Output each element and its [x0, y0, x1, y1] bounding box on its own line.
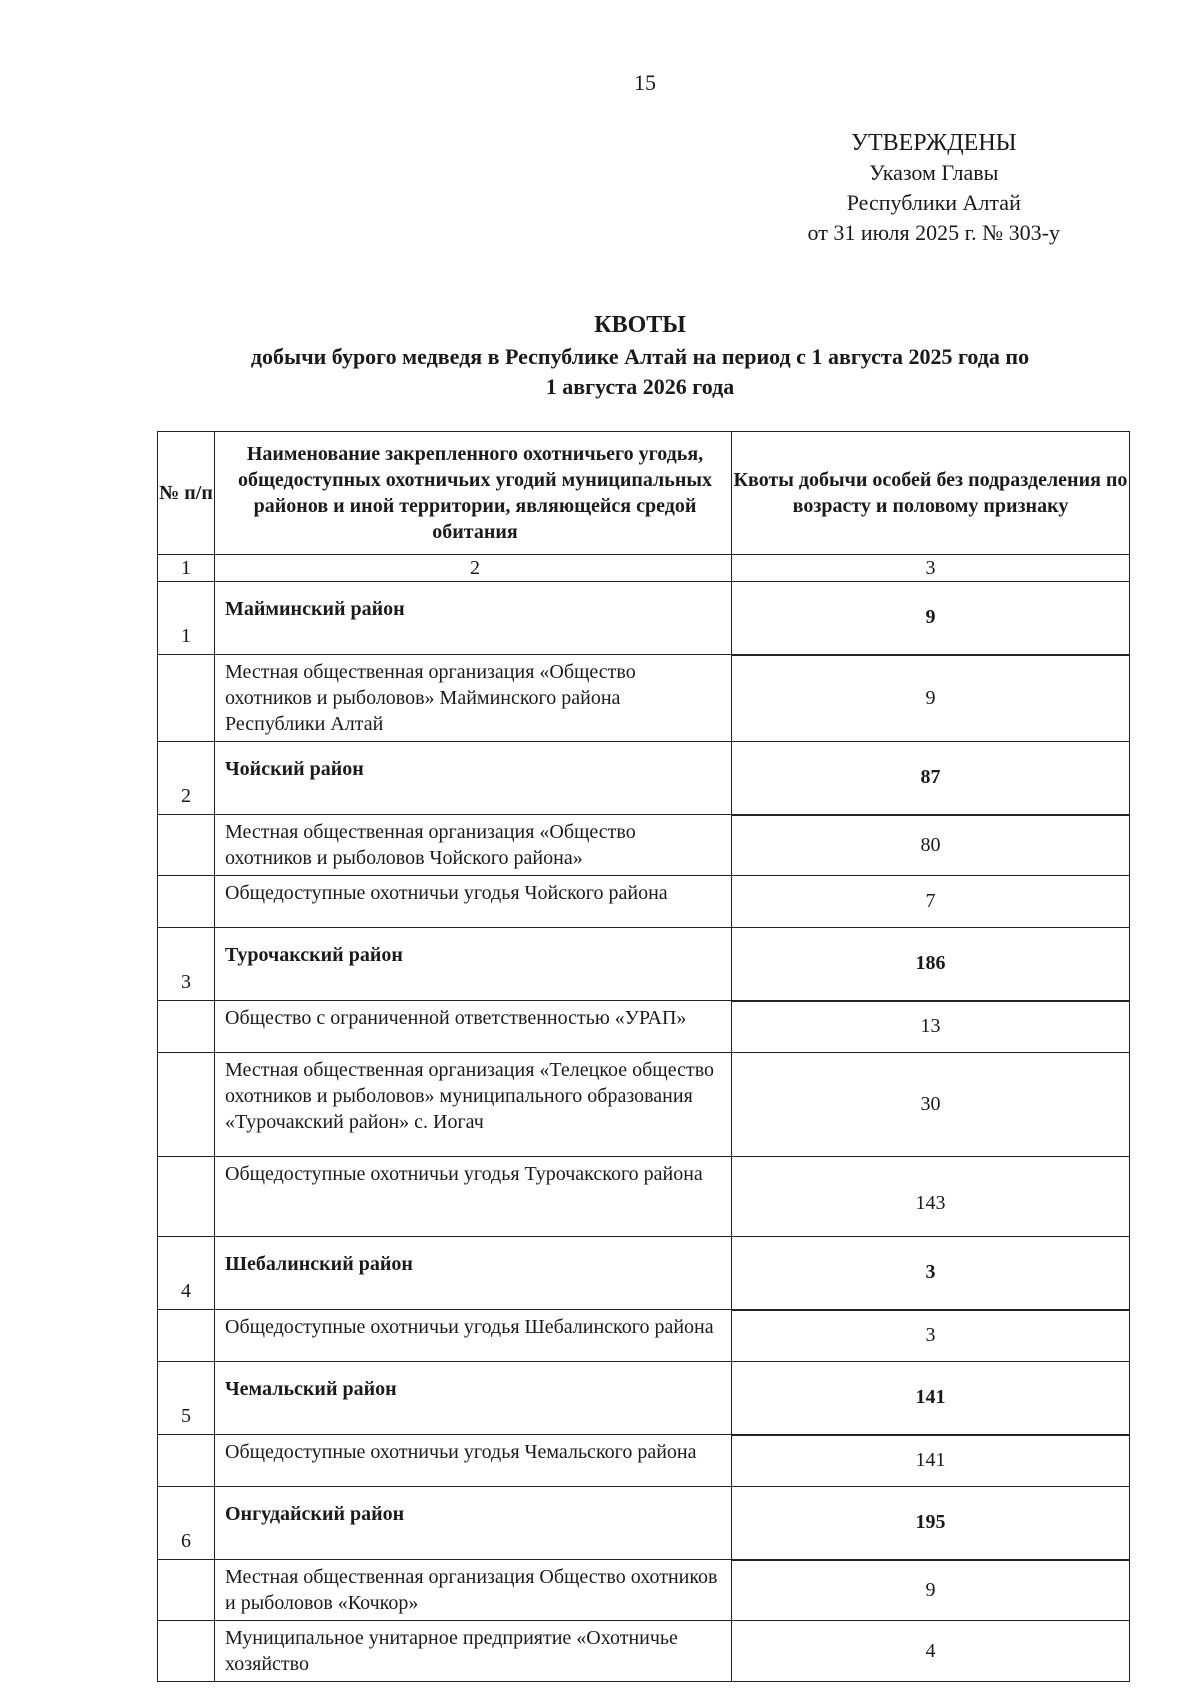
table-row [158, 1001, 1130, 1053]
organization-quota: 13 [732, 1001, 1130, 1053]
quota-table [157, 431, 1130, 1682]
organization-quota: 9 [732, 655, 1130, 742]
district-row [158, 1487, 1130, 1560]
district-row [158, 1237, 1130, 1310]
title-subtitle-line-1: добычи бурого медведя в Республике Алтай на период с 1 августа 2025 года по [250, 344, 1030, 369]
table-row [158, 815, 1130, 876]
table-row [158, 1435, 1130, 1487]
organization-name: Муниципальное унитарное предприятие «Охотничье хозяйство [215, 1621, 732, 1682]
table-row [158, 1053, 1130, 1157]
table-header-row [158, 432, 1130, 555]
table-row [158, 1621, 1130, 1682]
district-row [158, 1362, 1130, 1435]
page-number: 15 [634, 70, 656, 95]
table-row [158, 1157, 1130, 1237]
column-number: 3 [732, 555, 1130, 582]
district-quota: 3 [732, 1237, 1130, 1310]
district-num: 6 [158, 1487, 215, 1560]
table-row [158, 1310, 1130, 1362]
district-name: Чемальский район [215, 1362, 732, 1435]
header-quota: Квоты добычи особей без подразделения по возрасту и половому признаку [732, 432, 1130, 555]
district-name: Шебалинский район [215, 1237, 732, 1310]
organization-quota: 30 [732, 1053, 1130, 1157]
district-quota: 9 [732, 582, 1130, 655]
district-name: Чойский район [215, 742, 732, 815]
column-number: 1 [158, 555, 215, 582]
title-heading: КВОТЫ [594, 312, 686, 338]
column-number-row [158, 555, 1130, 582]
header-name: Наименование закрепленного охотничьего угодья, общедоступных охотничьих угодий муниципальных районов и иной территории, являющейся средой обитания [215, 432, 732, 555]
district-quota: 87 [732, 742, 1130, 815]
district-row [158, 742, 1130, 815]
table-row [158, 876, 1130, 928]
organization-name: Общедоступные охотничьи угодья Шебалинского района [215, 1310, 732, 1362]
organization-name: Общедоступные охотничьи угодья Чемальского района [215, 1435, 732, 1487]
document-title [150, 308, 1130, 402]
organization-quota: 9 [732, 1560, 1130, 1621]
approval-heading: УТВЕРЖДЕНЫ [850, 130, 1017, 156]
table-row [158, 1560, 1130, 1621]
header-num: № п/п [158, 432, 215, 555]
approval-line-3: Республики Алтай [846, 190, 1021, 215]
organization-quota: 4 [732, 1621, 1130, 1682]
approval-block [808, 128, 1060, 248]
district-num: 3 [158, 928, 215, 1001]
title-subtitle-line-2: 1 августа 2026 года [545, 374, 735, 399]
district-num: 4 [158, 1237, 215, 1310]
district-row [158, 582, 1130, 655]
district-num: 2 [158, 742, 215, 815]
district-quota: 195 [732, 1487, 1130, 1560]
organization-quota: 3 [732, 1310, 1130, 1362]
table-row [158, 655, 1130, 742]
organization-name: Местная общественная организация Общество охотников и рыболовов «Кочкор» [215, 1560, 732, 1621]
district-num: 5 [158, 1362, 215, 1435]
district-quota: 186 [732, 928, 1130, 1001]
organization-name: Общедоступные охотничьи угодья Чойского района [215, 876, 732, 928]
organization-quota: 141 [732, 1435, 1130, 1487]
district-name: Майминский район [215, 582, 732, 655]
district-num: 1 [158, 582, 215, 655]
approval-line-4: от 31 июля 2025 г. № 303-у [807, 220, 1060, 245]
organization-name: Местная общественная организация «Общество охотников и рыболовов» Майминского района Республики Алтай [215, 655, 732, 742]
district-quota: 141 [732, 1362, 1130, 1435]
column-number: 2 [215, 555, 732, 582]
organization-name: Общество с ограниченной ответственностью «УРАП» [215, 1001, 732, 1053]
organization-name: Общедоступные охотничьи угодья Турочакского района [215, 1157, 732, 1237]
organization-name: Местная общественная организация «Общество охотников и рыболовов Чойского района» [215, 815, 732, 876]
approval-line-2: Указом Главы [869, 160, 999, 185]
organization-quota: 7 [732, 876, 1130, 928]
organization-quota: 80 [732, 815, 1130, 876]
organization-quota: 143 [732, 1157, 1130, 1237]
organization-name: Местная общественная организация «Телецкое общество охотников и рыболовов» муниципального образования «Турочакский район» с. Иогач [215, 1053, 732, 1157]
district-row [158, 928, 1130, 1001]
district-name: Онгудайский район [215, 1487, 732, 1560]
district-name: Турочакский район [215, 928, 732, 1001]
